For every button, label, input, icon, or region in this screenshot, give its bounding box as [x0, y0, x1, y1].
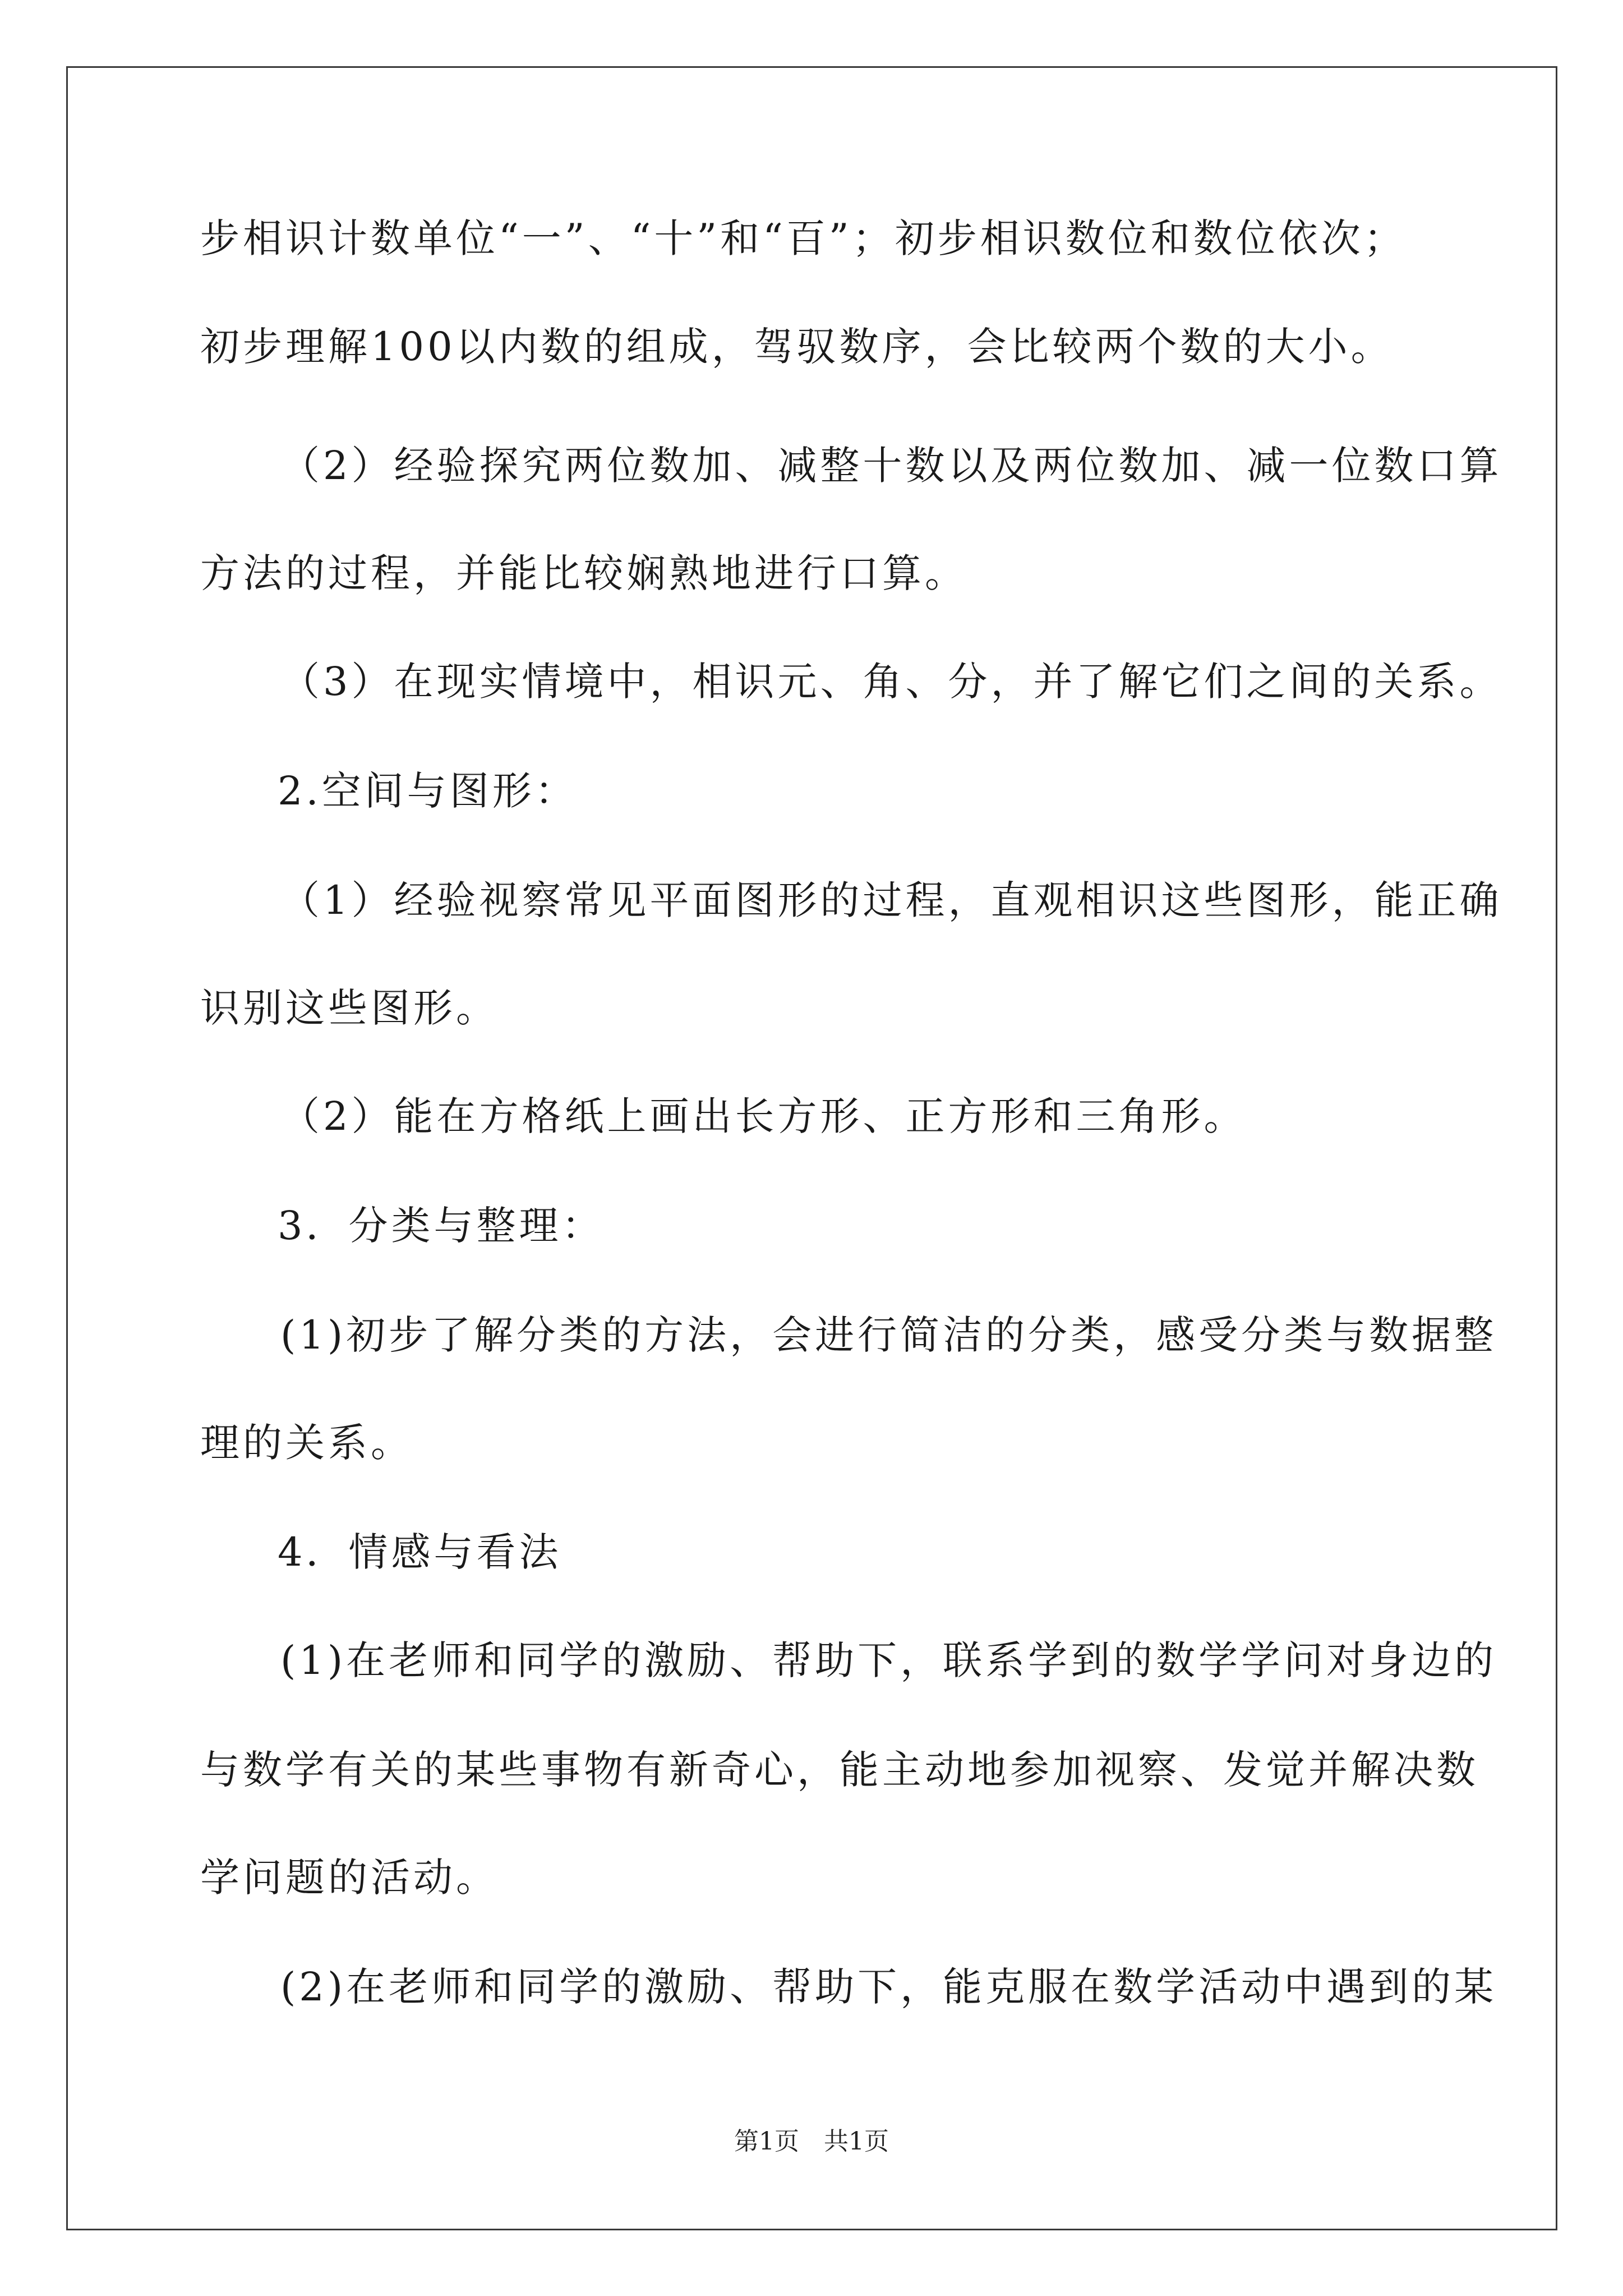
text-line-8: 识别这些图形。 [200, 985, 499, 1031]
page-footer: 第1页 共1页 [734, 2127, 889, 2156]
text-line-6: 2.空间与图形： [278, 768, 578, 814]
page-border [66, 66, 1557, 2230]
text-line-12: 理的关系。 [200, 1420, 413, 1466]
text-line-5: （3）在现实情境中，相识元、角、分，并了解它们之间的关系。 [280, 659, 1502, 705]
text-line-4: 方法的过程，并能比较娴熟地进行口算。 [200, 550, 967, 596]
text-line-15: 与数学有关的某些事物有新奇心，能主动地参加视察、发觉并解决数 [200, 1747, 1479, 1793]
text-line-14: (1)在老师和同学的激励、帮助下，联系学到的数学学问对身边的 [280, 1637, 1497, 1683]
text-line-2: 初步理解100以内数的组成，驾驭数序，会比较两个数的大小。 [200, 324, 1394, 370]
text-line-17: (2)在老师和同学的激励、帮助下，能克服在数学活动中遇到的某 [280, 1964, 1497, 2010]
text-line-13: 4．情感与看法 [278, 1529, 562, 1575]
text-line-16: 学问题的活动。 [200, 1855, 499, 1901]
text-line-9: （2）能在方格纸上画出长方形、正方形和三角形。 [280, 1093, 1247, 1139]
text-line-7: （1）经验视察常见平面图形的过程，直观相识这些图形，能正确 [280, 877, 1502, 923]
text-line-3: （2）经验探究两位数加、减整十数以及两位数加、减一位数口算 [280, 443, 1502, 489]
text-line-11: (1)初步了解分类的方法，会进行简洁的分类，感受分类与数据整 [280, 1312, 1497, 1358]
text-line-10: 3．分类与整理： [278, 1203, 605, 1249]
text-line-1: 步相识计数单位“一”、“十”和“百”；初步相识数位和数位依次； [200, 215, 1407, 261]
